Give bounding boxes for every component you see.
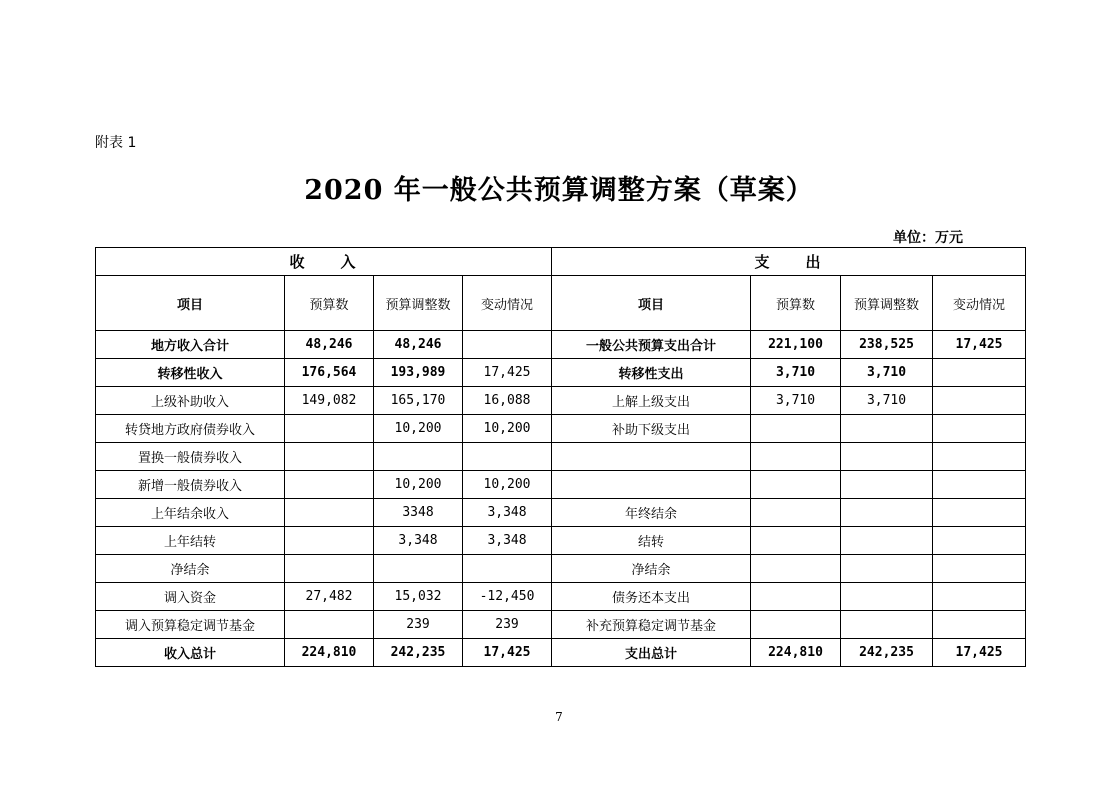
- income-change-cell: [463, 331, 552, 359]
- income-budget-header: 预算数: [285, 276, 374, 331]
- expense-item-cell: 上解上级支出: [552, 387, 751, 415]
- income-change-cell: 16,088: [463, 387, 552, 415]
- table-row: [96, 583, 1026, 611]
- table-row: [96, 359, 1026, 387]
- income-change-cell: 17,425: [463, 639, 552, 667]
- income-change-cell: 10,200: [463, 471, 552, 499]
- expense-budget-cell: [751, 471, 841, 499]
- appendix-label: 附表 1: [95, 135, 137, 151]
- expense-budget-header: 预算数: [751, 276, 841, 331]
- income-adjusted-cell: 48,246: [374, 331, 463, 359]
- income-change-cell: [463, 555, 552, 583]
- income-adjusted-cell: [374, 443, 463, 471]
- table-row: [96, 387, 1026, 415]
- income-item-cell: 上年结转: [96, 527, 285, 555]
- budget-table: [95, 247, 1026, 667]
- income-budget-cell: [285, 527, 374, 555]
- expense-change-cell: [933, 611, 1026, 639]
- expense-budget-cell: [751, 611, 841, 639]
- expense-adjusted-cell: [841, 611, 933, 639]
- expense-adjusted-cell: [841, 471, 933, 499]
- income-adjusted-cell: 3,348: [374, 527, 463, 555]
- income-item-cell: 上级补助收入: [96, 387, 285, 415]
- expense-change-cell: 17,425: [933, 639, 1026, 667]
- expense-change-cell: 17,425: [933, 331, 1026, 359]
- expense-adjusted-cell: 3,710: [841, 359, 933, 387]
- expense-header: 支 出: [552, 248, 1026, 276]
- income-budget-cell: 176,564: [285, 359, 374, 387]
- income-budget-cell: 27,482: [285, 583, 374, 611]
- table-row: [96, 611, 1026, 639]
- expense-adjusted-cell: [841, 583, 933, 611]
- expense-budget-cell: 3,710: [751, 387, 841, 415]
- income-budget-cell: [285, 555, 374, 583]
- income-item-cell: 上年结余收入: [96, 499, 285, 527]
- expense-change-cell: [933, 583, 1026, 611]
- income-adjusted-cell: 10,200: [374, 471, 463, 499]
- income-change-cell: 3,348: [463, 527, 552, 555]
- table-row: [96, 415, 1026, 443]
- income-budget-cell: [285, 443, 374, 471]
- expense-adjusted-cell: [841, 555, 933, 583]
- income-item-cell: 净结余: [96, 555, 285, 583]
- expense-adjusted-cell: [841, 415, 933, 443]
- expense-item-cell: 结转: [552, 527, 751, 555]
- income-item-cell: 置换一般债券收入: [96, 443, 285, 471]
- expense-budget-cell: 224,810: [751, 639, 841, 667]
- income-change-cell: -12,450: [463, 583, 552, 611]
- expense-change-cell: [933, 443, 1026, 471]
- income-item-cell: 转贷地方政府债券收入: [96, 415, 285, 443]
- income-item-cell: 收入总计: [96, 639, 285, 667]
- income-change-cell: 239: [463, 611, 552, 639]
- expense-item-cell: [552, 471, 751, 499]
- income-header: 收 入: [96, 248, 552, 276]
- expense-item-cell: 年终结余: [552, 499, 751, 527]
- income-adjusted-cell: 193,989: [374, 359, 463, 387]
- expense-adjusted-cell: 242,235: [841, 639, 933, 667]
- income-adjusted-header: 预算调整数: [374, 276, 463, 331]
- unit-label: 单位：万元: [893, 230, 963, 246]
- expense-adjusted-cell: [841, 527, 933, 555]
- income-item-cell: 调入预算稳定调节基金: [96, 611, 285, 639]
- income-adjusted-cell: 3348: [374, 499, 463, 527]
- expense-change-cell: [933, 471, 1026, 499]
- page-title: 2020 年一般公共预算调整方案（草案）: [304, 175, 814, 206]
- expense-adjusted-cell: 3,710: [841, 387, 933, 415]
- income-budget-cell: 149,082: [285, 387, 374, 415]
- income-adjusted-cell: 239: [374, 611, 463, 639]
- income-item-cell: 转移性收入: [96, 359, 285, 387]
- column-header-row: [96, 276, 1026, 331]
- expense-item-cell: 补助下级支出: [552, 415, 751, 443]
- income-change-cell: 10,200: [463, 415, 552, 443]
- expense-adjusted-cell: [841, 443, 933, 471]
- income-change-cell: [463, 443, 552, 471]
- income-item-cell: 新增一般债券收入: [96, 471, 285, 499]
- expense-budget-cell: [751, 499, 841, 527]
- expense-adjusted-cell: [841, 499, 933, 527]
- expense-change-cell: [933, 359, 1026, 387]
- expense-adjusted-header: 预算调整数: [841, 276, 933, 331]
- expense-change-cell: [933, 387, 1026, 415]
- expense-budget-cell: [751, 555, 841, 583]
- section-header-row: [96, 248, 1026, 276]
- income-change-cell: 17,425: [463, 359, 552, 387]
- table-row: [96, 527, 1026, 555]
- income-item-header: 项目: [96, 276, 285, 331]
- income-adjusted-cell: 242,235: [374, 639, 463, 667]
- income-budget-cell: [285, 611, 374, 639]
- income-adjusted-cell: 10,200: [374, 415, 463, 443]
- income-budget-cell: 48,246: [285, 331, 374, 359]
- income-budget-cell: 224,810: [285, 639, 374, 667]
- table-row: [96, 639, 1026, 667]
- income-budget-cell: [285, 471, 374, 499]
- expense-change-header: 变动情况: [933, 276, 1026, 331]
- page-number: 7: [555, 710, 563, 724]
- table-row: [96, 331, 1026, 359]
- expense-change-cell: [933, 415, 1026, 443]
- expense-item-cell: 一般公共预算支出合计: [552, 331, 751, 359]
- income-change-cell: 3,348: [463, 499, 552, 527]
- table-row: [96, 499, 1026, 527]
- expense-budget-cell: [751, 443, 841, 471]
- expense-adjusted-cell: 238,525: [841, 331, 933, 359]
- expense-item-cell: 债务还本支出: [552, 583, 751, 611]
- income-item-cell: 调入资金: [96, 583, 285, 611]
- expense-item-cell: 净结余: [552, 555, 751, 583]
- table-row: [96, 471, 1026, 499]
- expense-budget-cell: [751, 415, 841, 443]
- expense-item-cell: 支出总计: [552, 639, 751, 667]
- expense-item-cell: 补充预算稳定调节基金: [552, 611, 751, 639]
- income-adjusted-cell: 15,032: [374, 583, 463, 611]
- expense-item-cell: 转移性支出: [552, 359, 751, 387]
- income-budget-cell: [285, 499, 374, 527]
- income-item-cell: 地方收入合计: [96, 331, 285, 359]
- table-row: [96, 443, 1026, 471]
- income-budget-cell: [285, 415, 374, 443]
- expense-change-cell: [933, 499, 1026, 527]
- expense-budget-cell: [751, 583, 841, 611]
- expense-item-header: 项目: [552, 276, 751, 331]
- expense-budget-cell: 3,710: [751, 359, 841, 387]
- income-adjusted-cell: [374, 555, 463, 583]
- income-change-header: 变动情况: [463, 276, 552, 331]
- expense-item-cell: [552, 443, 751, 471]
- income-adjusted-cell: 165,170: [374, 387, 463, 415]
- expense-change-cell: [933, 555, 1026, 583]
- table-row: [96, 555, 1026, 583]
- expense-budget-cell: [751, 527, 841, 555]
- expense-change-cell: [933, 527, 1026, 555]
- expense-budget-cell: 221,100: [751, 331, 841, 359]
